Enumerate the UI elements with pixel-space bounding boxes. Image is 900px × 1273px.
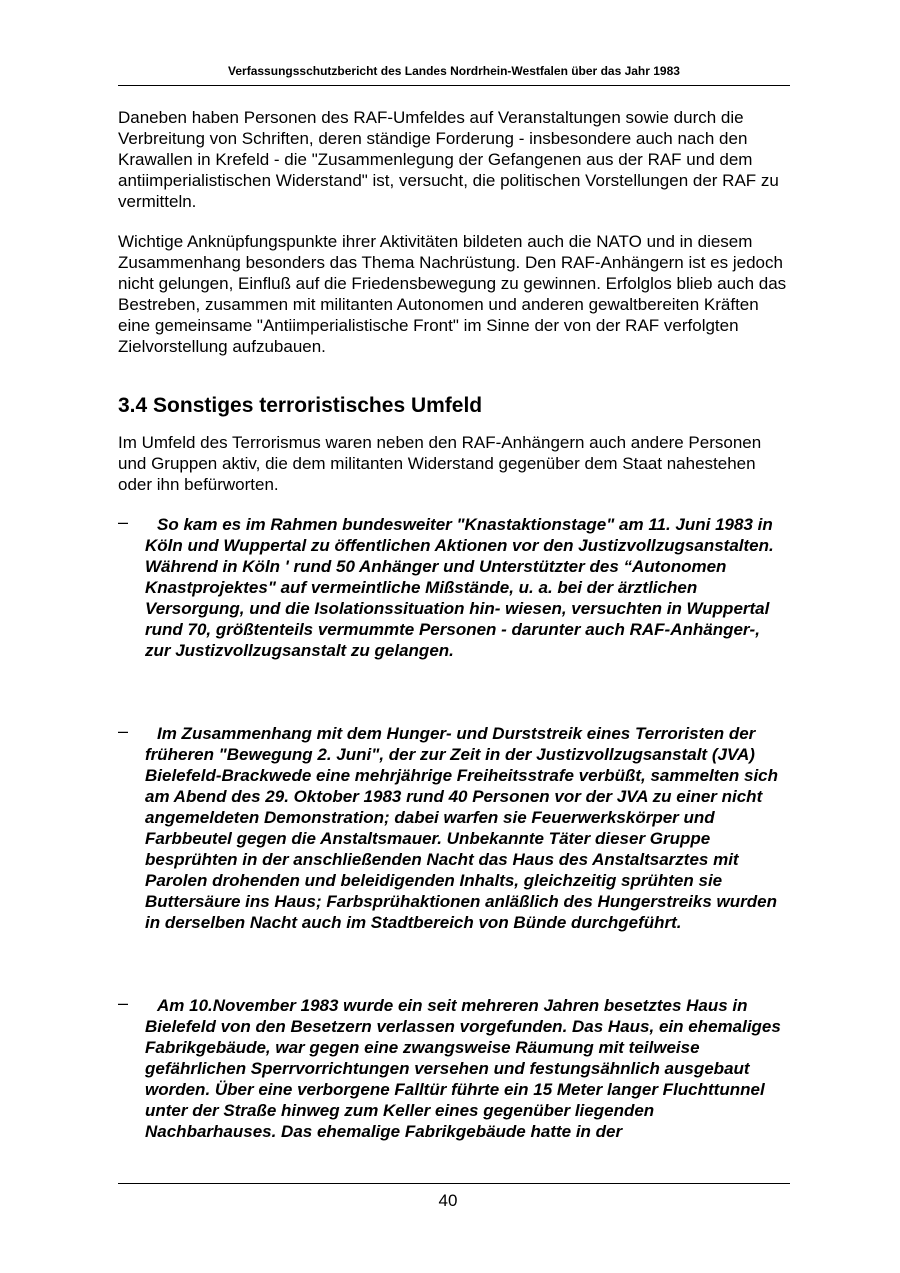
list-item	[118, 995, 790, 1142]
list-item-text: Im Zusammenhang mit dem Hunger- und Durststreik eines Terroristen der früheren "Bewegung 2. Juni", der zur Zeit in der Justizvollzugsanstalt (JVA) Bielefeld-Brackwede eine mehrjährige Freiheitsstrafe verbüßt, sammelten sich am Abend des 29. Oktober 1983 rund 40 Personen vor der JVA zu einer nicht angemeldeten Demonstration; dabei warfen sie Feuerwerkskörper und Farbbeutel gegen die Anstaltsmauer. Unbekannte Täter dieser Gruppe besprühten in der anschließenden Nacht das Haus des Anstaltsarztes mit Parolen drohenden und beleidigenden Inhalts, gleichzeitig sprühten sie Buttersäure ins Haus; Farbsprühaktionen anläßlich des Hungerstreiks wurden in derselben Nacht auch im Stadtbereich von Bünde durchgeführt.	[145, 724, 779, 932]
list-item	[118, 514, 790, 661]
header-divider	[118, 85, 790, 86]
paragraph-nato-nachruestung: Wichtige Anknüpfungspunkte ihrer Aktivitäten bildeten auch die NATO und in diesem Zusammenhang besonders das Thema Nachrüstung. Den RAF-Anhängern ist es jedoch nicht gelungen, Einfluß auf die Friedensbewegung zu gewinnen. Erfolglos blieb auch das Bestreben, zusammen mit militanten Autonomen und anderen gewaltbereiten Kräften eine gemeinsame "Antiimperialistische Front" im Sinne der von der RAF verfolgten Zielvorstellung aufzubauen.	[118, 232, 787, 356]
page-number: 40	[438, 1191, 458, 1210]
bullet-dash: –	[118, 721, 129, 741]
footer-divider	[118, 1183, 790, 1184]
running-header: Verfassungsschutzbericht des Landes Nordrhein-Westfalen über das Jahr 1983	[228, 64, 680, 78]
list-item	[118, 723, 790, 933]
bullet-dash: –	[118, 993, 129, 1013]
list-item-text: So kam es im Rahmen bundesweiter "Knastaktionstage" am 11. Juni 1983 in Köln und Wuppertal zu öffentlichen Aktionen vor den Justizvollzugsanstalten. Während in Köln ' rund 50 Anhänger und Unterstützter des “Autonomen Knastprojektes" auf vermeintliche Mißstände, u. a. bei der ärztlichen Versorgung, und die Isolationssituation hin- wiesen, versuchten in Wuppertal rund 70, größtenteils vermummte Personen - darunter auch RAF-Anhänger-, zur Justizvollzugsanstalt zu gelangen.	[145, 515, 774, 660]
paragraph-raf-umfeld: Daneben haben Personen des RAF-Umfeldes auf Veranstaltungen sowie durch die Verbreitung von Schriften, deren ständige Forderung - insbesondere auch nach den Krawallen in Krefeld - die "Zusammenlegung der Gefangenen aus der RAF und dem antiimperialistischen Widerstand" ist, versucht, die politischen Vorstellungen der RAF zu vermitteln.	[118, 108, 779, 211]
paragraph-section-intro: Im Umfeld des Terrorismus waren neben den RAF-Anhängern auch andere Personen und Gruppen aktiv, die dem militanten Widerstand gegenüber dem Staat nahestehen oder ihn befürworten.	[118, 433, 762, 494]
section-heading: 3.4 Sonstiges terroristisches Umfeld	[118, 394, 483, 417]
list-item-text: Am 10.November 1983 wurde ein seit mehreren Jahren besetztes Haus in Bielefeld von den Besetzern verlassen vorgefunden. Das Haus, ein ehemaliges Fabrikgebäude, war gegen eine zwangsweise Räumung mit teilweise gefährlichen Sperrvorrichtungen versehen und festungsähnlich ausgebaut worden. Über eine verborgene Falltür führte ein 15 Meter langer Fluchttunnel unter der Straße hinweg zum Keller eines gegenüber liegenden Nachbarhauses. Das ehemalige Fabrikgebäude hatte in der	[145, 996, 781, 1141]
bullet-dash: –	[118, 512, 129, 532]
